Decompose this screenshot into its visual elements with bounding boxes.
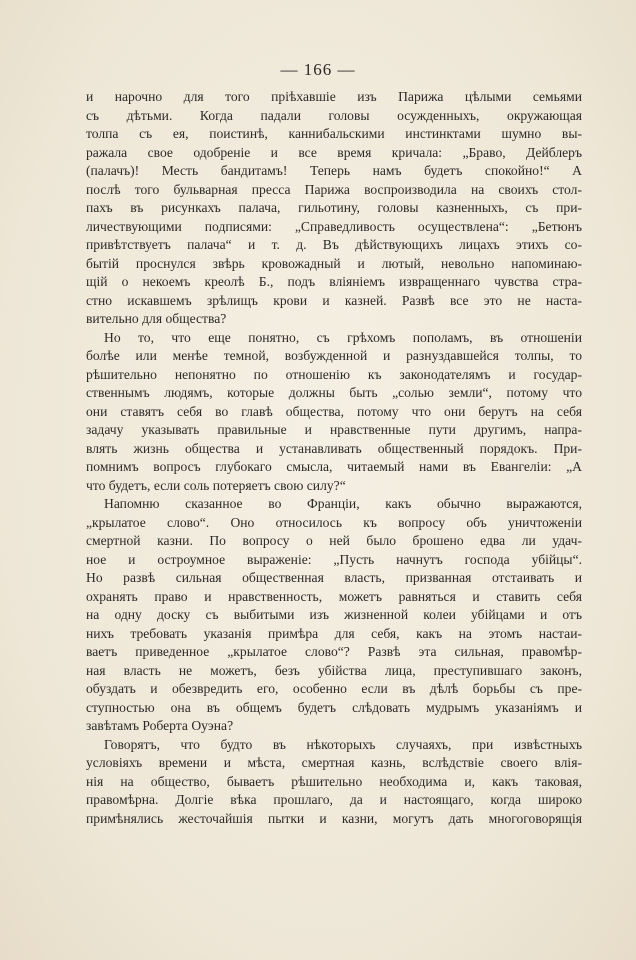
text-line: Но развѣ сильная общественная власть, призванная отстаивать и xyxy=(86,570,582,585)
text-line: и нарочно для того пріѣхавшіе изъ Парижа цѣлыми семьями xyxy=(86,89,582,104)
text-line: задачу указывать правильные и нравственные пути другимъ, напра- xyxy=(86,422,582,437)
text-line: рѣшительно непонятно по отношенію къ законодателямъ и государ- xyxy=(86,366,582,382)
page-number: — 166 — xyxy=(280,60,356,79)
text-line: болѣе или менѣе темной, возбужденной и разнуздавшейся толпы, то xyxy=(86,348,582,363)
text-line: на одну доску съ выбитыми изъ жизненной колеи убійцами и отъ xyxy=(86,607,582,622)
text-line: бытій проснулся звѣрь кровожадный и лютый, невольно напоминаю- xyxy=(86,255,582,271)
text-line: охранять право и нравственность, можетъ равняться и ставить себя xyxy=(86,588,582,604)
text-line: обуздать и обезвредить его, особенно если въ дѣлѣ борьбы съ пре- xyxy=(86,681,582,696)
text-line: Но то, что еще понятно, съ грѣхомъ пополамъ, въ отношеніи xyxy=(104,329,582,345)
body-text xyxy=(86,88,582,828)
text-line: ственнымъ людямъ, которые должны быть „солью земли“, потому что xyxy=(86,385,582,400)
text-line: завѣтамъ Роберта Оуэна? xyxy=(86,718,234,733)
text-line: щій о некоемъ креолѣ Б., подъ вліяніемъ извращеннаго чувства стра- xyxy=(86,274,582,289)
text-line: (палачъ)! Месть бандитамъ! Теперь намъ будетъ спокойно!“ А xyxy=(86,163,582,178)
text-line: смертной казни. По вопросу о ней было брошено едва ли удач- xyxy=(86,533,582,548)
text-line: пахъ въ рисункахъ палача, гильотину, головы казненныхъ, съ при- xyxy=(86,200,582,215)
text-line: вительно для общества? xyxy=(86,311,227,326)
text-line: ная власть не можетъ, безъ убійства лица, преступившаго законъ, xyxy=(86,662,582,678)
text-line: нихъ требовать указанія примѣра для себя, какъ на этомъ настаи- xyxy=(86,625,582,641)
text-line: личествующими подписями: „Справедливость осуществлена“: „Бетюнъ xyxy=(86,218,582,234)
text-line: Напомню сказанное во Франціи, какъ обычно выражаются, xyxy=(104,496,582,511)
text-line: помнимъ вопросъ глубокаго смысла, читаемый нами въ Евангеліи: „А xyxy=(86,459,582,474)
text-line: стно искавшемъ зрѣлищъ крови и казней. Развѣ все это не наста- xyxy=(86,292,582,308)
text-line: условіяхъ времени и мѣста, смертная казнь, вслѣдствіе своего влія- xyxy=(86,755,582,770)
text-line: Говорятъ, что будто въ нѣкоторыхъ случаяхъ, при извѣстныхъ xyxy=(104,736,582,752)
text-line: ражала свое одобреніе и все время кричала: „Браво, Дейблеръ xyxy=(86,144,582,160)
text-line: ваетъ приведенное „крылатое слово“? Развѣ эта сильная, правомѣр- xyxy=(86,644,582,659)
text-line: привѣтствуетъ палача“ и т. д. Въ дѣйствующихъ лицахъ этихъ со- xyxy=(86,237,582,252)
text-line: они ставятъ себя во главѣ общества, потому что они берутъ на себя xyxy=(86,403,582,419)
text-line: что будетъ, если соль потеряетъ свою силу?“ xyxy=(86,477,346,493)
text-line: примѣнялись жесточайшія пытки и казни, могутъ дать многоговорящія xyxy=(86,810,582,826)
text-line: послѣ того бульварная пресса Парижа воспроизводила на своихъ стол- xyxy=(86,181,582,197)
text-line: ное и остроумное выраженіе: „Пусть начнутъ господа убійцы“. xyxy=(86,551,582,567)
text-line: съ дѣтьми. Когда падали головы осужденныхъ, окружающая xyxy=(86,107,582,123)
text-line: ступностью она въ общемъ будетъ слѣдовать мудрымъ указаніямъ и xyxy=(86,699,582,715)
text-line: правомѣрна. Долгіе вѣка прошлаго, да и настоящаго, когда широко xyxy=(86,792,582,807)
text-line: „крылатое слово“. Оно относилось къ вопросу объ уничтоженіи xyxy=(86,514,582,530)
text-line: толпа съ ея, поистинѣ, каннибальскими инстинктами шумно вы- xyxy=(86,126,582,141)
text-line: нія на общество, бываетъ рѣшительно необходима и, какъ таковая, xyxy=(86,773,582,789)
text-line: влять жизнь общества и устанавливать общественный порядокъ. При- xyxy=(86,440,582,456)
